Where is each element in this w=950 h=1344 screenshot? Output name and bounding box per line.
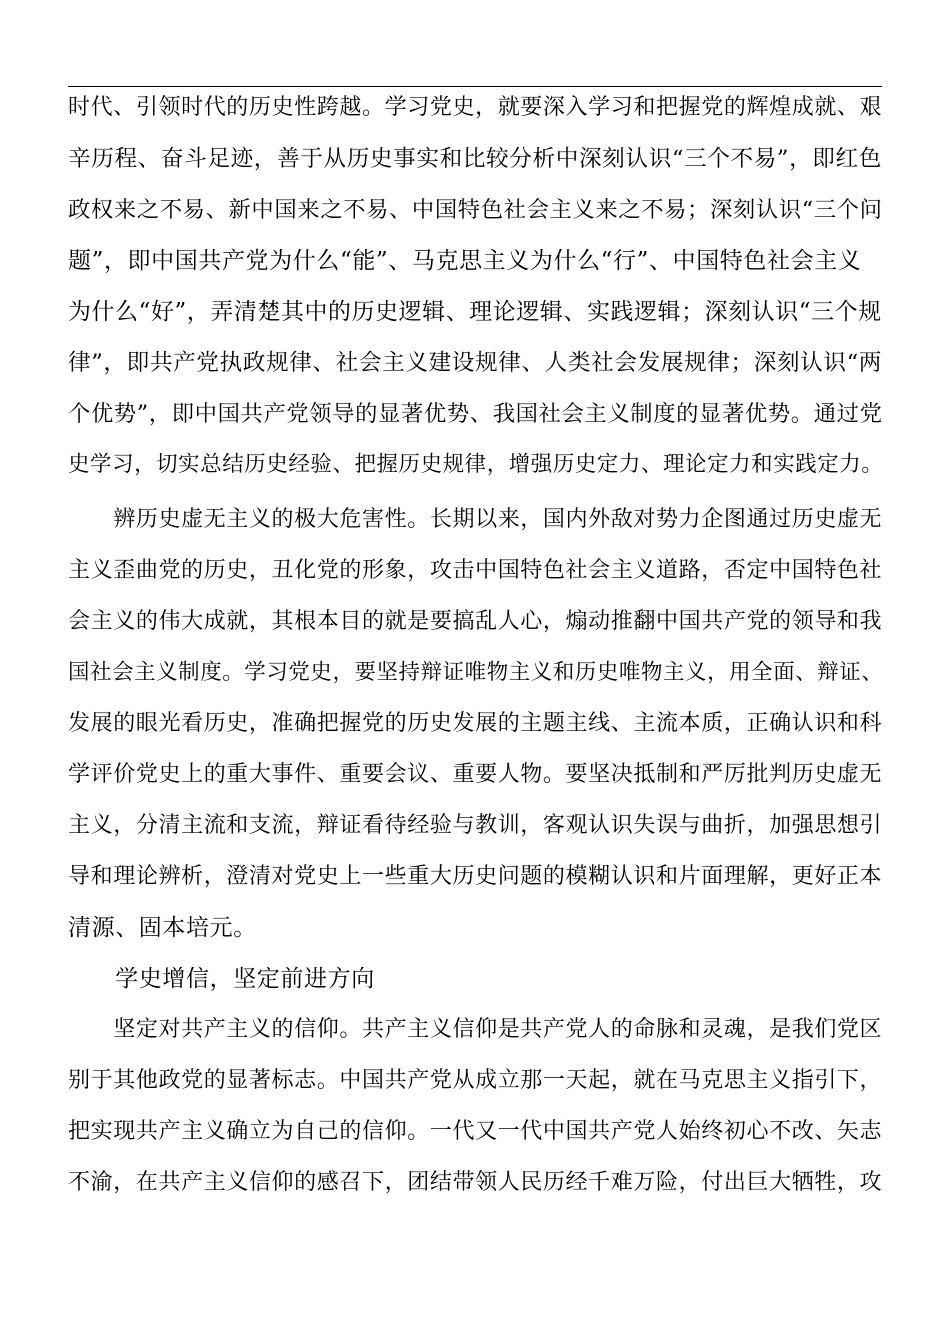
section-heading: 学史增信，坚定前进方向 [68,966,375,992]
text-line: 清源、固本培元。 [68,915,257,941]
text-line: 主义，分清主流和支流，辩证看待经验与教训，客观认识失误与曲折，加强思想引 [68,813,883,838]
text-line: 主义歪曲党的历史，丑化党的形象，攻击中国特色社会主义道路，否定中国特色社 [68,558,883,583]
text-line: 政权来之不易、新中国来之不易、中国特色社会主义来之不易；深刻认识“三个问 [68,197,883,223]
text-line: 会主义的伟大成就，其根本目的就是要搞乱人心，煽动推翻中国共产党的领导和我 [68,609,883,634]
text-line: 不渝，在共产主义信仰的感召下，团结带领人民历经千难万险，付出巨大牺牲，攻 [68,1170,883,1195]
text-line: 把实现共产主义确立为自己的信仰。一代又一代中国共产党人始终初心不改、矢志 [68,1119,883,1144]
paragraph-start: 坚定对共产主义的信仰。共产主义信仰是共产党人的命脉和灵魂，是我们党区 [68,1017,883,1042]
paragraph-start: 辨历史虚无主义的极大危害性。长期以来，国内外敌对势力企图通过历史虚无 [68,507,883,532]
text-line: 辛历程、奋斗足迹，善于从历史事实和比较分析中深刻认识“三个不易”，即红色 [68,146,882,172]
text-line: 史学习，切实总结历史经验、把握历史规律，增强历史定力、理论定力和实践定力。 [68,452,884,477]
text-line: 别于其他政党的显著标志。中国共产党从成立那一天起，就在马克思主义指引下， [68,1068,883,1093]
text-line: 律”，即共产党执政规律、社会主义建设规律、人类社会发展规律；深刻认识“两 [68,350,882,376]
text-line: 导和理论辨析，澄清对党史上一些重大历史问题的模糊认识和片面理解，更好正本 [68,864,883,889]
text-line: 个优势”，即中国共产党领导的显著优势、我国社会主义制度的显著优势。通过党 [68,401,883,427]
text-line: 题”，即中国共产党为什么“能”、马克思主义为什么“行”、中国特色社会主义 [68,248,862,274]
text-line: 学评价党史上的重大事件、重要会议、重要人物。要坚决抵制和严厉批判历史虚无 [68,762,883,787]
header-rule [68,86,882,87]
text-line: 发展的眼光看历史，准确把握党的历史发展的主题主线、主流本质，正确认识和科 [68,711,883,736]
text-line: 国社会主义制度。学习党史，要坚持辩证唯物主义和历史唯物主义，用全面、辩证、 [68,660,884,685]
text-line: 为什么“好”，弄清楚其中的历史逻辑、理论逻辑、实践逻辑；深刻认识“三个规 [68,299,882,325]
text-line: 时代、引领时代的历史性跨越。学习党史，就要深入学习和把握党的辉煌成就、艰 [68,95,883,120]
